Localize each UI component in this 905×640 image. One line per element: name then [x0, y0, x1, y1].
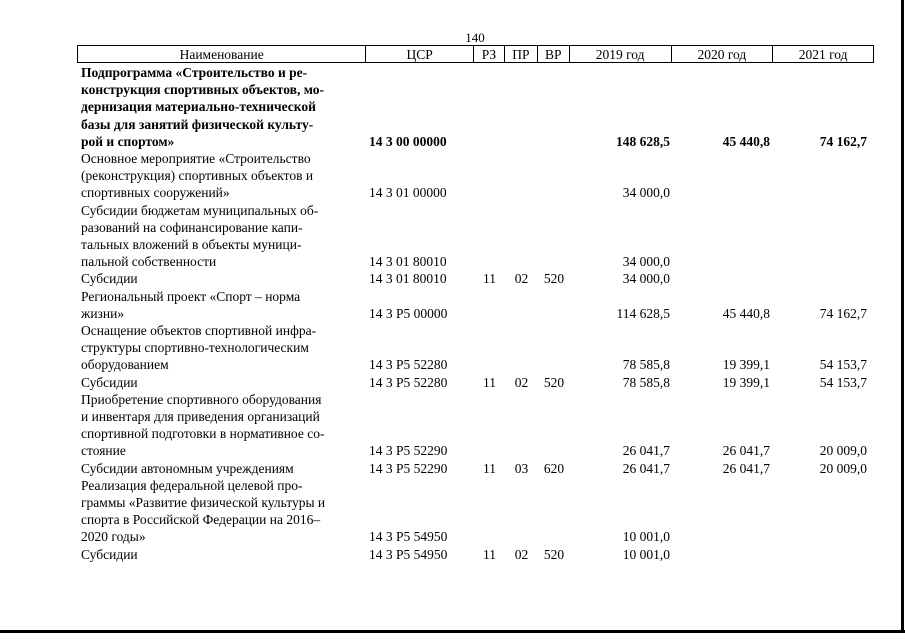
cell-2020: 45 440,8 [722, 133, 770, 149]
table-body [77, 64, 874, 563]
cell-rz: 11 [483, 546, 496, 562]
cell-2021: 54 153,7 [819, 374, 867, 390]
header-name: Наименование [78, 46, 366, 62]
header-2020: 2020 год [672, 46, 774, 62]
cell-2019: 34 000,0 [622, 271, 670, 287]
header-pr: ПР [505, 46, 538, 62]
cell-2020: 19 399,1 [722, 374, 770, 390]
header-2021: 2021 год [798, 47, 848, 62]
table-row [77, 270, 874, 287]
header-csr: ЦСР [366, 46, 474, 62]
cell-2019: 26 041,7 [622, 443, 670, 459]
table-row [77, 477, 874, 546]
cell-2020: 26 041,7 [722, 460, 770, 476]
cell-2021: 20 009,0 [819, 460, 867, 476]
cell-csr: 14 3 00 00000 [369, 133, 447, 149]
cell-vr: 520 [543, 271, 565, 287]
cell-2020: 45 440,8 [722, 305, 770, 321]
cell-csr: 14 3 P5 54950 [369, 546, 448, 562]
table-row [77, 460, 874, 477]
cell-pr: 02 [514, 546, 529, 562]
cell-2019: 148 628,5 [616, 133, 670, 149]
cell-name: Субсидии [81, 374, 138, 390]
cell-2021: 74 162,7 [819, 133, 867, 149]
cell-name: Основное мероприятие «Строительство (реконструкция) спортивных объектов и спортивных сооружений» [81, 151, 314, 201]
cell-csr: 14 3 01 00000 [369, 185, 447, 201]
cell-rz: 11 [483, 374, 496, 390]
header-vr: ВР [538, 46, 570, 62]
cell-2020: 26 041,7 [722, 443, 770, 459]
cell-csr: 14 3 01 80010 [369, 254, 447, 270]
table-row [77, 202, 874, 271]
cell-csr: 14 3 P5 54950 [369, 529, 448, 545]
cell-name: Региональный проект «Спорт – норма жизни» [81, 288, 301, 321]
cell-2021: 54 153,7 [819, 357, 867, 373]
cell-2021: 20 009,0 [819, 443, 867, 459]
cell-2019: 78 585,8 [622, 357, 670, 373]
table-row [77, 546, 874, 563]
cell-csr: 14 3 P5 52280 [369, 374, 448, 390]
cell-2019: 114 628,5 [616, 305, 670, 321]
table-row [77, 64, 874, 150]
cell-name: Субсидии [81, 546, 138, 562]
cell-vr: 520 [543, 546, 565, 562]
cell-name: Субсидии бюджетам муниципальных об- разований на софинансирование капи- тальных вложений в объекты муници- пальной собственности [81, 202, 319, 270]
cell-2019: 34 000,0 [622, 254, 670, 270]
cell-2019: 10 001,0 [622, 529, 670, 545]
table-row [77, 322, 874, 374]
table-row [77, 374, 874, 391]
cell-csr: 14 3 P5 52290 [369, 460, 448, 476]
cell-pr: 02 [514, 271, 529, 287]
header-2019: 2019 год [570, 46, 672, 62]
cell-name: Подпрограмма «Строительство и ре- конструкция спортивных объектов, мо- дернизация материально-технической базы для занятий физической культу- рой и спортом» [81, 65, 324, 149]
cell-2019: 34 000,0 [622, 185, 670, 201]
cell-pr: 02 [514, 374, 529, 390]
cell-name: Субсидии [81, 271, 138, 287]
cell-vr: 620 [543, 460, 565, 476]
cell-2019: 78 585,8 [622, 374, 670, 390]
cell-rz: 11 [483, 460, 496, 476]
cell-name: Реализация федеральной целевой про- граммы «Развитие физической культуры и спорта в Российской Федерации на 2016– 2020 годы» [81, 477, 326, 545]
cell-csr: 14 3 P5 52280 [369, 357, 448, 373]
cell-name: Субсидии автономным учреждениям [81, 460, 294, 476]
cell-2019: 26 041,7 [622, 460, 670, 476]
cell-2020: 19 399,1 [722, 357, 770, 373]
table-row [77, 391, 874, 460]
table-header [77, 45, 874, 63]
cell-csr: 14 3 01 80010 [369, 271, 447, 287]
page-number: 140 [465, 30, 485, 45]
page-border-bottom [0, 630, 905, 633]
cell-pr: 03 [514, 460, 529, 476]
cell-2019: 10 001,0 [622, 546, 670, 562]
cell-name: Приобретение спортивного оборудования и инвентаря для приведения организаций спортивной подготовки в нормативное со- стояние [81, 391, 325, 459]
table-row [77, 150, 874, 202]
cell-name: Оснащение объектов спортивной инфра- структуры спортивно-технологическим оборудованием [81, 323, 317, 373]
cell-csr: 14 3 P5 00000 [369, 305, 448, 321]
header-rz: РЗ [474, 46, 505, 62]
page-border-right [901, 0, 904, 633]
cell-2021: 74 162,7 [819, 305, 867, 321]
cell-csr: 14 3 P5 52290 [369, 443, 448, 459]
table-row [77, 288, 874, 322]
cell-vr: 520 [543, 374, 565, 390]
cell-rz: 11 [483, 271, 496, 287]
